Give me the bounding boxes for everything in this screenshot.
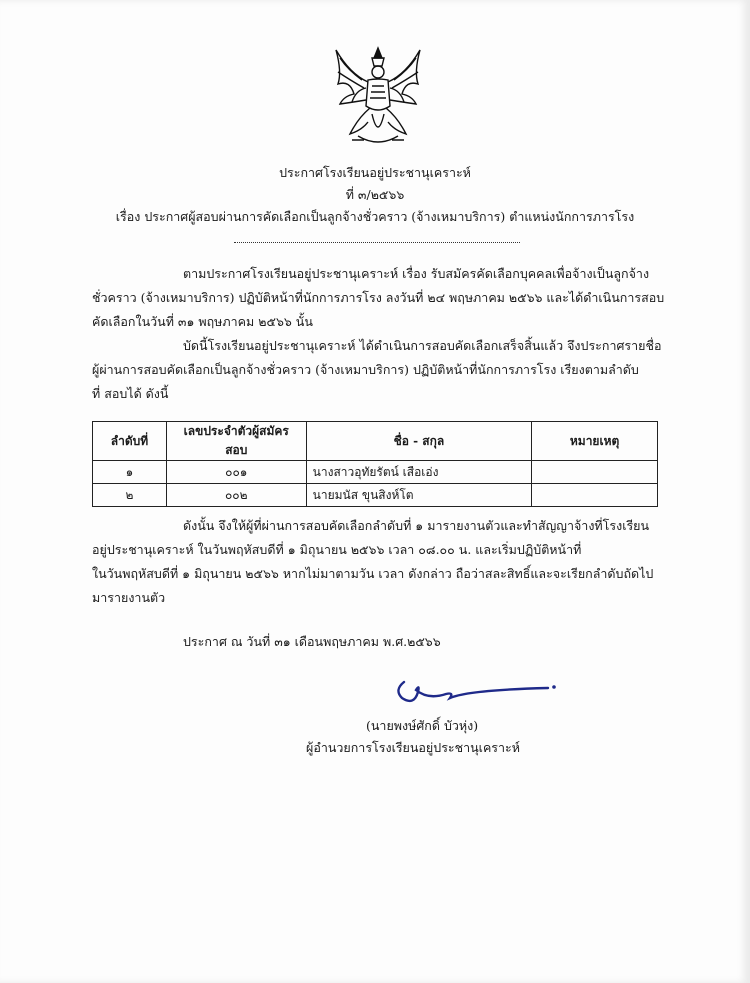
announcement-number: ที่ ๓/๒๕๖๖ <box>345 187 405 202</box>
table-row <box>93 484 658 507</box>
dotted-divider <box>234 240 520 243</box>
paragraph-1-line-3: คัดเลือกในวันที่ ๓๑ พฤษภาคม ๒๕๖๖ นั้น <box>92 314 313 329</box>
cell-order: ๒ <box>93 484 167 507</box>
table-row <box>93 461 658 484</box>
cell-remark <box>532 484 658 507</box>
paragraph-2-line-2: ผู้ผ่านการสอบคัดเลือกเป็นลูกจ้างชั่วคราว (จ้างเหมาบริการ) ปฏิบัติหน้าที่นักการภารโรง เรียงตามลำดับ <box>92 362 639 377</box>
paragraph-3-line-1: ดังนั้น จึงให้ผู้ที่ผ่านการสอบคัดเลือกลำดับที่ ๑ มารายงานตัวและทำสัญญาจ้างที่โรงเรียน <box>183 518 650 533</box>
paragraph-1-line-2: ชั่วคราว (จ้างเหมาบริการ) ปฏิบัติหน้าที่นักการภารโรง ลงวันที่ ๒๔ พฤษภาคม ๒๕๖๖ และได้ดำเนินการสอบ <box>92 290 665 305</box>
paragraph-3-line-3: ในวันพฤหัสบดีที่ ๑ มิถุนายน ๒๕๖๖ หากไม่มาตามวัน เวลา ดังกล่าว ถือว่าสละสิทธิ์และจะเรียกลำดับถัดไป <box>92 566 654 581</box>
table-header-row <box>93 422 658 461</box>
paragraph-3-line-2: อยู่ประชานุเคราะห์ ในวันพฤหัสบดีที่ ๑ มิถุนายน ๒๕๖๖ เวลา ๐๘.๐๐ น. และเริ่มปฏิบัติหน้าที่ <box>92 542 582 557</box>
announcement-subject: เรื่อง ประกาศผู้สอบผ่านการคัดเลือกเป็นลูกจ้างชั่วคราว (จ้างเหมาบริการ) ตำแหน่งนักการภารโรง <box>115 209 635 224</box>
header-applicant-id: เลขประจำตัวผู้สมัครสอบ <box>166 422 306 461</box>
signature-icon <box>388 676 558 706</box>
garuda-emblem-icon <box>328 44 428 152</box>
paragraph-2-line-1: บัดนี้โรงเรียนอยู่ประชานุเคราะห์ ได้ดำเนินการสอบคัดเลือกเสร็จสิ้นแล้ว จึงประกาศรายชื่อ <box>183 338 662 353</box>
header-order: ลำดับที่ <box>93 422 167 461</box>
cell-full-name: นางสาวอุทัยรัตน์ เสือเอ่ง <box>306 461 532 484</box>
paragraph-2-line-3: ที่ สอบได้ ดังนี้ <box>92 386 169 401</box>
cell-applicant-id: ๐๐๑ <box>166 461 306 484</box>
result-table <box>92 421 658 507</box>
cell-remark <box>532 461 658 484</box>
announcement-date: ประกาศ ณ วันที่ ๓๑ เดือนพฤษภาคม พ.ศ.๒๕๖๖ <box>183 634 441 649</box>
cell-full-name: นายมนัส ขุนสิงห์โต <box>306 484 532 507</box>
paragraph-1-line-1: ตามประกาศโรงเรียนอยู่ประชานุเคราะห์ เรื่อง รับสมัครคัดเลือกบุคคลเพื่อจ้างเป็นลูกจ้าง <box>183 266 650 281</box>
signer-name: (นายพงษ์ศักดิ์ บัวหุ่ง) <box>366 718 479 733</box>
header-remark: หมายเหตุ <box>532 422 658 461</box>
paragraph-3-line-4: มารายงานตัว <box>92 590 166 605</box>
announcement-title: ประกาศโรงเรียนอยู่ประชานุเคราะห์ <box>279 165 471 180</box>
cell-order: ๑ <box>93 461 167 484</box>
signer-position: ผู้อำนวยการโรงเรียนอยู่ประชานุเคราะห์ <box>306 740 520 755</box>
header-full-name: ชื่อ - สกุล <box>306 422 532 461</box>
cell-applicant-id: ๐๐๒ <box>166 484 306 507</box>
